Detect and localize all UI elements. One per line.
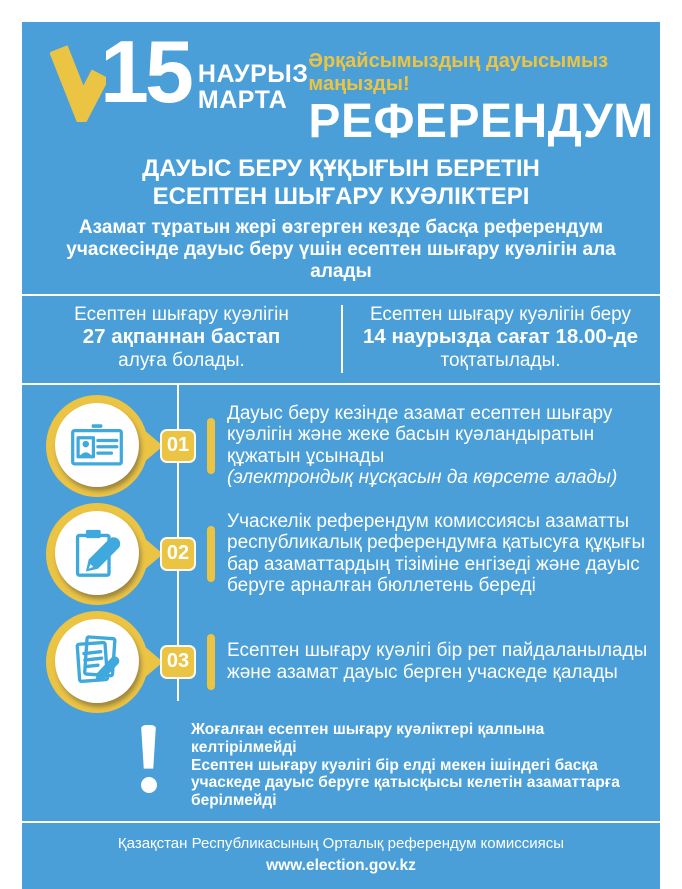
info-right-line-3: тоқтатылады. <box>440 349 561 371</box>
checkmark-icon <box>50 40 106 122</box>
warning-line-2: Есептен шығару куәлігі бір елді мекен ішіндегі басқа учаскеде дауыс беруге қатысқысы келетін азаматтарға берілмейді <box>191 756 620 810</box>
info-box-end-date <box>341 304 660 372</box>
step-1-marker <box>46 395 148 497</box>
step-2-text <box>227 511 660 597</box>
referendum-poster <box>22 22 660 889</box>
step-2-number-badge: 02 <box>160 537 196 571</box>
step-2-accent-bar <box>207 526 215 582</box>
steps-section <box>22 385 660 713</box>
id-card-icon <box>55 403 139 487</box>
date-months <box>198 62 309 113</box>
month-russian: МАРТА <box>197 85 288 114</box>
step-2-description: Учаскелік референдум комиссиясы азаматты республикалық референдумға қатысуға құқығы бар азаматтардың тізіміне енгізеді және дауыс беруге арналған бюллетень береді <box>227 510 646 597</box>
step-3-text <box>227 640 660 683</box>
step-1-accent-bar <box>207 418 215 474</box>
step-3-marker <box>46 611 148 713</box>
step-3 <box>22 611 660 713</box>
info-section <box>22 294 660 385</box>
step-3-accent-bar <box>207 634 215 690</box>
title-block <box>308 50 653 147</box>
info-left-line-1: Есептен шығару куәлігін <box>74 303 289 325</box>
step-1-text <box>227 403 660 489</box>
info-left-line-3: алуға болады. <box>118 349 245 371</box>
warning-text <box>191 721 646 811</box>
section-heading <box>22 155 660 212</box>
date-block <box>50 22 309 147</box>
header <box>22 22 660 147</box>
footer <box>22 821 660 889</box>
subtitle: Азамат тұратын жері өзгерген кезде басқа референдум учаскесінде дауыс беру үшін есептен шығару куәлігін ала алады <box>66 216 616 282</box>
footer-organization: Қазақстан Республикасының Орталық референдум комиссиясы <box>117 835 565 853</box>
tagline: Әрқайсымыздың дауысымыз маңызды! <box>308 50 609 95</box>
exclamation-icon <box>140 725 158 811</box>
warning-section <box>140 721 646 811</box>
date-day: 15 <box>100 22 190 121</box>
step-3-number-badge: 03 <box>160 645 196 679</box>
step-2-marker <box>46 503 148 605</box>
info-right-line-1: Есептен шығару куәлігін беру <box>369 303 632 325</box>
document-pencil-icon <box>55 619 139 703</box>
step-1-number-badge: 01 <box>160 429 196 463</box>
heading-line-2: ЕСЕПТЕН ШЫҒАРУ КУӘЛІКТЕРІ <box>152 183 530 211</box>
step-2 <box>22 503 660 605</box>
info-box-start-date <box>22 304 341 372</box>
step-1-description: Дауыс беру кезінде азамат есептен шығару куәлігін және жеке басын куәландыратын құжатын ұсынады <box>227 402 613 467</box>
clipboard-pencil-icon <box>55 511 139 595</box>
poster-title: РЕФЕРЕНДУМ <box>308 95 654 148</box>
step-1-note: (электрондық нұсқасын да көрсете алады) <box>227 467 618 489</box>
warning-line-1: Жоғалған есептен шығару куәліктері қалпына келтірілмейді <box>191 720 545 756</box>
month-kazakh: НАУРЫЗ <box>197 60 309 88</box>
step-3-description: Есептен шығару куәлігі бір рет пайдаланылады және азамат дауыс берген учаскеде қалады <box>227 640 648 683</box>
info-right-line-2: 14 наурызда сағат 18.00-де <box>362 325 638 349</box>
step-1 <box>22 395 660 497</box>
footer-website: www.election.gov.kz <box>266 857 416 875</box>
heading-line-1: ДАУЫС БЕРУ ҚҰҚЫҒЫН БЕРЕТІН <box>142 154 540 182</box>
info-left-line-2: 27 ақпаннан бастап <box>82 325 281 349</box>
